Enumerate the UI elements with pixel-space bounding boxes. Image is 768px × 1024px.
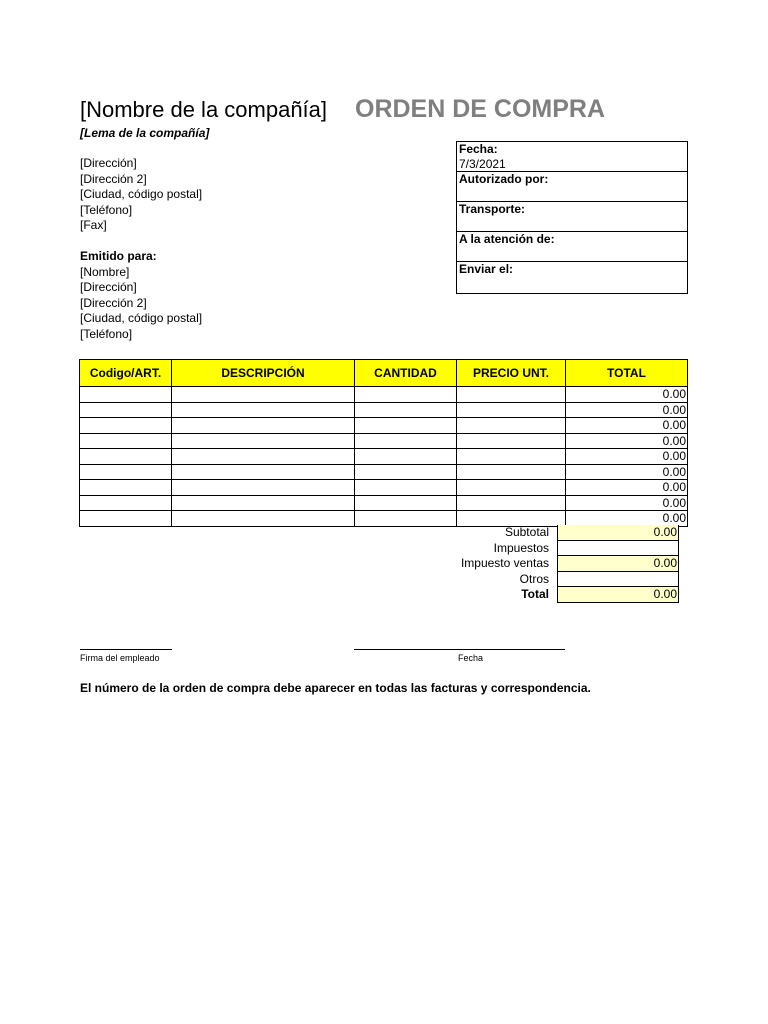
- sales-tax-row: [456, 556, 679, 572]
- issued-to-address: [Dirección]: [80, 280, 137, 294]
- description-cell[interactable]: [172, 449, 355, 465]
- date-signature-label: Fecha: [458, 653, 484, 663]
- quantity-cell[interactable]: [355, 433, 457, 449]
- unit-price-cell[interactable]: [457, 418, 566, 434]
- date-signature-line[interactable]: [354, 649, 565, 650]
- taxes-value[interactable]: [557, 541, 679, 557]
- authorized-by-label: Autorizado por:: [459, 172, 549, 186]
- issued-to-address-2: [Dirección 2]: [80, 295, 147, 310]
- unit-price-cell[interactable]: [457, 433, 566, 449]
- send-on-label: Enviar el:: [459, 262, 514, 276]
- taxes-label: Impuestos: [493, 540, 549, 555]
- total-label: Total: [521, 587, 549, 601]
- table-row: [80, 495, 688, 511]
- issued-to-block: [80, 249, 202, 342]
- other-row: [456, 572, 679, 588]
- column-header-code: Codigo/ART.: [80, 360, 172, 387]
- unit-price-cell[interactable]: [457, 511, 566, 527]
- total-cell[interactable]: 0.00: [566, 464, 688, 480]
- sales-tax-value[interactable]: 0.00: [557, 556, 679, 572]
- table-row: [80, 449, 688, 465]
- code-cell[interactable]: [80, 387, 172, 403]
- unit-price-cell[interactable]: [457, 464, 566, 480]
- sales-tax-label: Impuesto ventas: [460, 556, 549, 570]
- order-info-box: [456, 141, 688, 294]
- total-cell[interactable]: 0.00: [566, 402, 688, 418]
- total-cell[interactable]: 0.00: [566, 511, 688, 527]
- totals-block: [456, 525, 679, 603]
- total-cell[interactable]: 0.00: [566, 480, 688, 496]
- code-cell[interactable]: [80, 402, 172, 418]
- description-cell[interactable]: [172, 433, 355, 449]
- quantity-cell[interactable]: [355, 402, 457, 418]
- issued-to-phone: [Teléfono]: [80, 326, 133, 341]
- city-postal-code: [Ciudad, código postal]: [80, 187, 203, 201]
- address-line-2: [Dirección 2]: [80, 171, 147, 186]
- column-header-quantity: CANTIDAD: [355, 360, 457, 387]
- code-cell[interactable]: [80, 480, 172, 496]
- taxes-row: [456, 541, 679, 557]
- shipping-label: Transporte:: [459, 202, 526, 216]
- footer-note: El número de la orden de compra debe aparecer en todas las facturas y correspondencia.: [80, 681, 591, 695]
- date-cell[interactable]: [457, 142, 687, 172]
- total-cell[interactable]: 0.00: [566, 387, 688, 403]
- subtotal-row: [456, 525, 679, 541]
- total-row: [456, 587, 679, 603]
- quantity-cell[interactable]: [355, 449, 457, 465]
- quantity-cell[interactable]: [355, 464, 457, 480]
- total-cell[interactable]: 0.00: [566, 495, 688, 511]
- employee-signature-label: Firma del empleado: [80, 653, 160, 663]
- fax: [Fax]: [80, 218, 107, 232]
- code-cell[interactable]: [80, 433, 172, 449]
- issued-to-label: Emitido para:: [80, 249, 157, 263]
- address-line: [Dirección]: [80, 156, 137, 170]
- unit-price-cell[interactable]: [457, 480, 566, 496]
- unit-price-cell[interactable]: [457, 495, 566, 511]
- company-name: [Nombre de la compañía]: [80, 97, 328, 122]
- code-cell[interactable]: [80, 449, 172, 465]
- column-header-unit-price: PRECIO UNT.: [457, 360, 566, 387]
- date-label: Fecha:: [459, 142, 498, 156]
- items-table: [79, 359, 688, 527]
- unit-price-cell[interactable]: [457, 449, 566, 465]
- table-row: [80, 402, 688, 418]
- total-cell[interactable]: 0.00: [566, 433, 688, 449]
- total-cell[interactable]: 0.00: [566, 449, 688, 465]
- total-value[interactable]: 0.00: [557, 587, 679, 603]
- date-value: 7/3/2021: [459, 157, 506, 171]
- quantity-cell[interactable]: [355, 480, 457, 496]
- description-cell[interactable]: [172, 495, 355, 511]
- quantity-cell[interactable]: [355, 387, 457, 403]
- company-slogan: [Lema de la compañía]: [80, 126, 210, 140]
- table-row: [80, 418, 688, 434]
- issued-to-name: [Nombre]: [80, 264, 130, 279]
- document-title: ORDEN DE COMPRA: [355, 95, 606, 123]
- send-on-cell[interactable]: [457, 262, 687, 293]
- unit-price-cell[interactable]: [457, 387, 566, 403]
- code-cell[interactable]: [80, 418, 172, 434]
- phone: [Teléfono]: [80, 202, 133, 217]
- quantity-cell[interactable]: [355, 495, 457, 511]
- other-value[interactable]: [557, 572, 679, 588]
- attention-label: A la atención de:: [459, 232, 555, 246]
- description-cell[interactable]: [172, 387, 355, 403]
- unit-price-cell[interactable]: [457, 402, 566, 418]
- issued-to-city: [Ciudad, código postal]: [80, 311, 203, 325]
- description-cell[interactable]: [172, 480, 355, 496]
- table-row: [80, 464, 688, 480]
- code-cell[interactable]: [80, 464, 172, 480]
- company-address: [80, 156, 202, 234]
- subtotal-value[interactable]: 0.00: [557, 525, 679, 541]
- description-cell[interactable]: [172, 464, 355, 480]
- description-cell[interactable]: [172, 418, 355, 434]
- quantity-cell[interactable]: [355, 418, 457, 434]
- subtotal-label: Subtotal: [504, 525, 549, 539]
- table-row: [80, 480, 688, 496]
- total-cell[interactable]: 0.00: [566, 418, 688, 434]
- column-header-description: DESCRIPCIÓN: [172, 360, 355, 387]
- other-label: Otros: [519, 571, 549, 586]
- table-row: [80, 433, 688, 449]
- description-cell[interactable]: [172, 402, 355, 418]
- table-row: [80, 387, 688, 403]
- quantity-cell[interactable]: [355, 511, 457, 527]
- employee-signature-line[interactable]: [80, 649, 172, 650]
- description-cell[interactable]: [172, 511, 355, 527]
- shipping-cell[interactable]: [457, 202, 687, 232]
- column-header-total: TOTAL: [566, 360, 688, 387]
- code-cell[interactable]: [80, 511, 172, 527]
- table-row: [80, 511, 688, 527]
- attention-cell[interactable]: [457, 232, 687, 262]
- table-header-row: [80, 360, 688, 387]
- authorized-by-cell[interactable]: [457, 172, 687, 202]
- code-cell[interactable]: [80, 495, 172, 511]
